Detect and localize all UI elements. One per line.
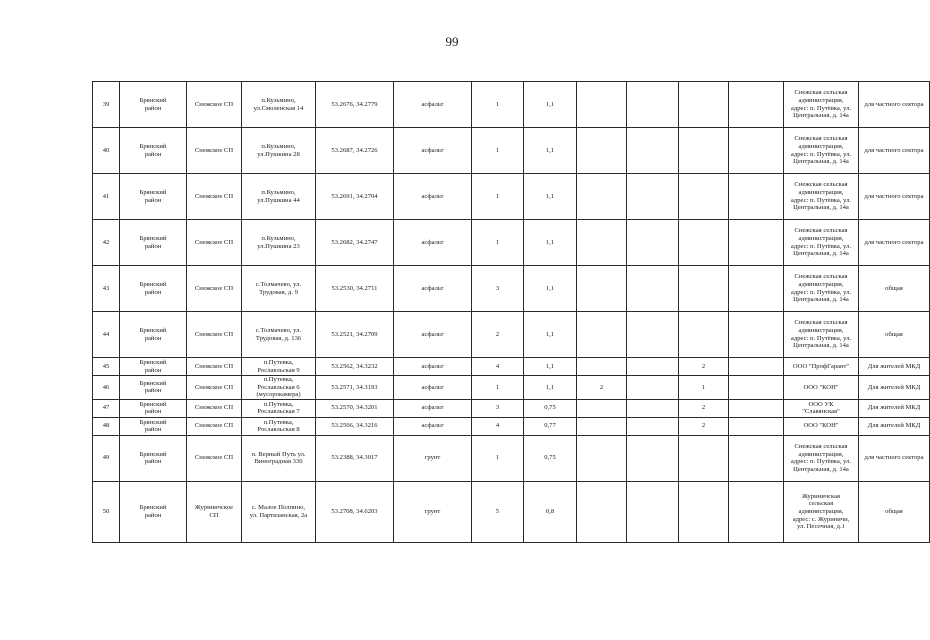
cell-extra-volume: [627, 358, 679, 376]
cell-bunker-count: 2: [679, 358, 729, 376]
cell-bunker-count: [679, 174, 729, 220]
cell-district: Брянский район: [120, 312, 187, 358]
cell-extra-volume: [627, 266, 679, 312]
cell-coordinates: 53.2687, 34.2726: [316, 128, 394, 174]
cell-bunker-volume: [729, 376, 784, 400]
cell-extra-volume: [627, 376, 679, 400]
cell-purpose: общая: [859, 266, 930, 312]
cell-number: 41: [93, 174, 120, 220]
cell-settlement: Снежское СП: [187, 312, 242, 358]
cell-container-count: 4: [472, 358, 524, 376]
cell-extra-volume: [627, 399, 679, 417]
cell-bunker-volume: [729, 128, 784, 174]
cell-bunker-volume: [729, 399, 784, 417]
cell-extra-count: [577, 417, 627, 435]
cell-surface: асфальт: [394, 174, 472, 220]
cell-district: Брянский район: [120, 481, 187, 542]
cell-bunker-count: 2: [679, 399, 729, 417]
cell-bunker-count: [679, 481, 729, 542]
cell-surface: грунт: [394, 481, 472, 542]
cell-purpose: Для жителей МКД: [859, 417, 930, 435]
cell-surface: асфальт: [394, 128, 472, 174]
cell-container-volume: 1,1: [524, 266, 577, 312]
cell-bunker-count: [679, 128, 729, 174]
table-row: [93, 82, 930, 128]
cell-surface: асфальт: [394, 358, 472, 376]
cell-bunker-count: [679, 220, 729, 266]
cell-bunker-volume: [729, 220, 784, 266]
cell-surface: асфальт: [394, 220, 472, 266]
cell-number: 46: [93, 376, 120, 400]
cell-settlement: Снежское СП: [187, 435, 242, 481]
cell-district: Брянский район: [120, 376, 187, 400]
cell-settlement: Журиничское СП: [187, 481, 242, 542]
cell-container-count: 4: [472, 417, 524, 435]
cell-surface: асфальт: [394, 376, 472, 400]
cell-address: п.Путевка, Рославльская 8: [242, 417, 316, 435]
cell-bunker-volume: [729, 417, 784, 435]
cell-surface: грунт: [394, 435, 472, 481]
cell-settlement: Снежское СП: [187, 399, 242, 417]
cell-settlement: Снежское СП: [187, 174, 242, 220]
cell-surface: асфальт: [394, 399, 472, 417]
table-row: [93, 312, 930, 358]
cell-container-count: 1: [472, 128, 524, 174]
cell-owner: Снежская сельская администрация, адрес: п. Путёвка, ул. Центральная, д. 14а: [784, 128, 859, 174]
cell-number: 39: [93, 82, 120, 128]
cell-container-count: 1: [472, 220, 524, 266]
cell-bunker-volume: [729, 312, 784, 358]
table-row: [93, 399, 930, 417]
cell-container-count: 1: [472, 82, 524, 128]
table-row: [93, 220, 930, 266]
cell-coordinates: 53.2682, 34.2747: [316, 220, 394, 266]
cell-coordinates: 53.2388, 34.3017: [316, 435, 394, 481]
cell-extra-count: [577, 312, 627, 358]
cell-bunker-volume: [729, 481, 784, 542]
cell-settlement: Снежское СП: [187, 266, 242, 312]
cell-extra-count: [577, 220, 627, 266]
cell-extra-volume: [627, 312, 679, 358]
cell-owner: ООО "КОН": [784, 376, 859, 400]
cell-owner: Журиничская сельская администрация, адрес: с. Журиничи, ул. Песочная, д.1: [784, 481, 859, 542]
cell-coordinates: 53.2530, 34.2711: [316, 266, 394, 312]
cell-district: Брянский район: [120, 220, 187, 266]
cell-district: Брянский район: [120, 358, 187, 376]
cell-address: п.Путевка, Рославльская 9: [242, 358, 316, 376]
cell-purpose: общая: [859, 312, 930, 358]
cell-district: Брянский район: [120, 128, 187, 174]
cell-container-count: 1: [472, 376, 524, 400]
cell-owner: Снежская сельская администрация, адрес: п. Путёвка, ул. Центральная, д. 14а: [784, 220, 859, 266]
cell-address: п.Путевка, Рославльская 7: [242, 399, 316, 417]
table-row: [93, 266, 930, 312]
cell-container-volume: 1,1: [524, 174, 577, 220]
cell-extra-count: [577, 481, 627, 542]
cell-coordinates: 53.2570, 34.3201: [316, 399, 394, 417]
cell-settlement: Снежское СП: [187, 82, 242, 128]
cell-purpose: Для жителей МКД: [859, 376, 930, 400]
cell-extra-count: [577, 266, 627, 312]
cell-coordinates: 53.2571, 34.3193: [316, 376, 394, 400]
cell-container-volume: 0,77: [524, 417, 577, 435]
cell-number: 47: [93, 399, 120, 417]
cell-owner: Снежская сельская администрация, адрес: п. Путёвка, ул. Центральная, д. 14а: [784, 266, 859, 312]
cell-bunker-count: [679, 82, 729, 128]
cell-bunker-count: [679, 435, 729, 481]
cell-purpose: для частного сектора: [859, 82, 930, 128]
table-row: [93, 128, 930, 174]
cell-purpose: Для жителей МКД: [859, 399, 930, 417]
cell-container-volume: 1,1: [524, 82, 577, 128]
cell-bunker-volume: [729, 358, 784, 376]
cell-district: Брянский район: [120, 82, 187, 128]
table-row: [93, 435, 930, 481]
cell-container-count: 5: [472, 481, 524, 542]
registry-table: [92, 81, 930, 543]
cell-extra-volume: [627, 128, 679, 174]
cell-container-volume: 1,1: [524, 358, 577, 376]
cell-container-count: 1: [472, 435, 524, 481]
cell-surface: асфальт: [394, 82, 472, 128]
cell-extra-volume: [627, 417, 679, 435]
cell-extra-volume: [627, 481, 679, 542]
cell-extra-count: [577, 174, 627, 220]
cell-bunker-volume: [729, 266, 784, 312]
cell-purpose: для частного сектора: [859, 128, 930, 174]
cell-coordinates: 53.2691, 34.2704: [316, 174, 394, 220]
cell-extra-count: [577, 358, 627, 376]
cell-extra-volume: [627, 82, 679, 128]
cell-address: с. Малое Полпино, ул. Партизанская, 2а: [242, 481, 316, 542]
cell-container-volume: 1,1: [524, 312, 577, 358]
cell-bunker-volume: [729, 174, 784, 220]
cell-settlement: Снежское СП: [187, 128, 242, 174]
table-row: [93, 417, 930, 435]
cell-number: 40: [93, 128, 120, 174]
cell-bunker-count: [679, 266, 729, 312]
cell-address: с.Толмачево, ул. Трудовая, д. 9: [242, 266, 316, 312]
cell-district: Брянский район: [120, 174, 187, 220]
cell-coordinates: 53.2676, 34.2779: [316, 82, 394, 128]
cell-number: 43: [93, 266, 120, 312]
cell-extra-volume: [627, 174, 679, 220]
cell-address: п.Кузьмино, ул.Пушкина 23: [242, 220, 316, 266]
cell-address: п.Кузьмино, ул.Смоленская 14: [242, 82, 316, 128]
cell-extra-count: [577, 128, 627, 174]
cell-address: п.Кузьмино, ул.Пушкина 44: [242, 174, 316, 220]
cell-bunker-volume: [729, 82, 784, 128]
cell-owner: ООО "ПрофГарант": [784, 358, 859, 376]
cell-bunker-count: [679, 312, 729, 358]
cell-container-count: 2: [472, 312, 524, 358]
cell-container-count: 1: [472, 174, 524, 220]
cell-owner: Снежская сельская администрация, адрес: п. Путёвка, ул. Центральная, д. 14а: [784, 82, 859, 128]
cell-purpose: Для жителей МКД: [859, 358, 930, 376]
cell-number: 44: [93, 312, 120, 358]
cell-surface: асфальт: [394, 417, 472, 435]
page-number: 99: [445, 34, 459, 49]
cell-settlement: Снежское СП: [187, 358, 242, 376]
cell-purpose: для частного сектора: [859, 174, 930, 220]
cell-extra-count: [577, 435, 627, 481]
cell-number: 42: [93, 220, 120, 266]
cell-coordinates: 53.2521, 34.2709: [316, 312, 394, 358]
cell-bunker-count: 2: [679, 417, 729, 435]
cell-extra-volume: [627, 220, 679, 266]
cell-coordinates: 53.2566, 34.3216: [316, 417, 394, 435]
cell-container-volume: 1,1: [524, 220, 577, 266]
cell-coordinates: 53.2708, 34.6203: [316, 481, 394, 542]
cell-address: п. Верный Путь ул. Виноградная 330: [242, 435, 316, 481]
cell-container-volume: 0,8: [524, 481, 577, 542]
table-row: [93, 481, 930, 542]
cell-owner: ООО УК "Славянская": [784, 399, 859, 417]
cell-number: 45: [93, 358, 120, 376]
cell-container-count: 3: [472, 266, 524, 312]
cell-number: 48: [93, 417, 120, 435]
cell-extra-count: [577, 399, 627, 417]
cell-address: с.Толмачево, ул. Трудовая, д. 136: [242, 312, 316, 358]
cell-bunker-count: 1: [679, 376, 729, 400]
cell-owner: Снежская сельская администрация, адрес: п. Путёвка, ул. Центральная, д. 14а: [784, 312, 859, 358]
cell-settlement: Снежское СП: [187, 220, 242, 266]
cell-address: п.Кузьмино, ул.Пушкина 28: [242, 128, 316, 174]
cell-owner: Снежская сельская администрация, адрес: п. Путёвка, ул. Центральная, д. 14а: [784, 435, 859, 481]
cell-extra-count: 2: [577, 376, 627, 400]
cell-purpose: общая: [859, 481, 930, 542]
table-row: [93, 376, 930, 400]
cell-purpose: для частного сектора: [859, 435, 930, 481]
cell-container-volume: 0,75: [524, 399, 577, 417]
cell-district: Брянский район: [120, 266, 187, 312]
table-row: [93, 358, 930, 376]
table-row: [93, 174, 930, 220]
cell-coordinates: 53.2562, 34.3232: [316, 358, 394, 376]
cell-purpose: для частного сектора: [859, 220, 930, 266]
cell-settlement: Снежское СП: [187, 417, 242, 435]
cell-container-count: 3: [472, 399, 524, 417]
cell-surface: асфальт: [394, 312, 472, 358]
cell-container-volume: 1,1: [524, 376, 577, 400]
cell-address: п.Путевка, Рославльская 6 (мусорокамера): [242, 376, 316, 400]
table-body: [93, 82, 930, 543]
cell-district: Брянский район: [120, 417, 187, 435]
cell-surface: асфальт: [394, 266, 472, 312]
cell-extra-count: [577, 82, 627, 128]
cell-container-volume: 1,1: [524, 128, 577, 174]
cell-district: Брянский район: [120, 435, 187, 481]
cell-extra-volume: [627, 435, 679, 481]
cell-owner: Снежская сельская администрация, адрес: п. Путёвка, ул. Центральная, д. 14а: [784, 174, 859, 220]
cell-container-volume: 0,75: [524, 435, 577, 481]
cell-owner: ООО "КОН": [784, 417, 859, 435]
cell-district: Брянский район: [120, 399, 187, 417]
cell-number: 50: [93, 481, 120, 542]
cell-number: 49: [93, 435, 120, 481]
cell-settlement: Снежское СП: [187, 376, 242, 400]
cell-bunker-volume: [729, 435, 784, 481]
